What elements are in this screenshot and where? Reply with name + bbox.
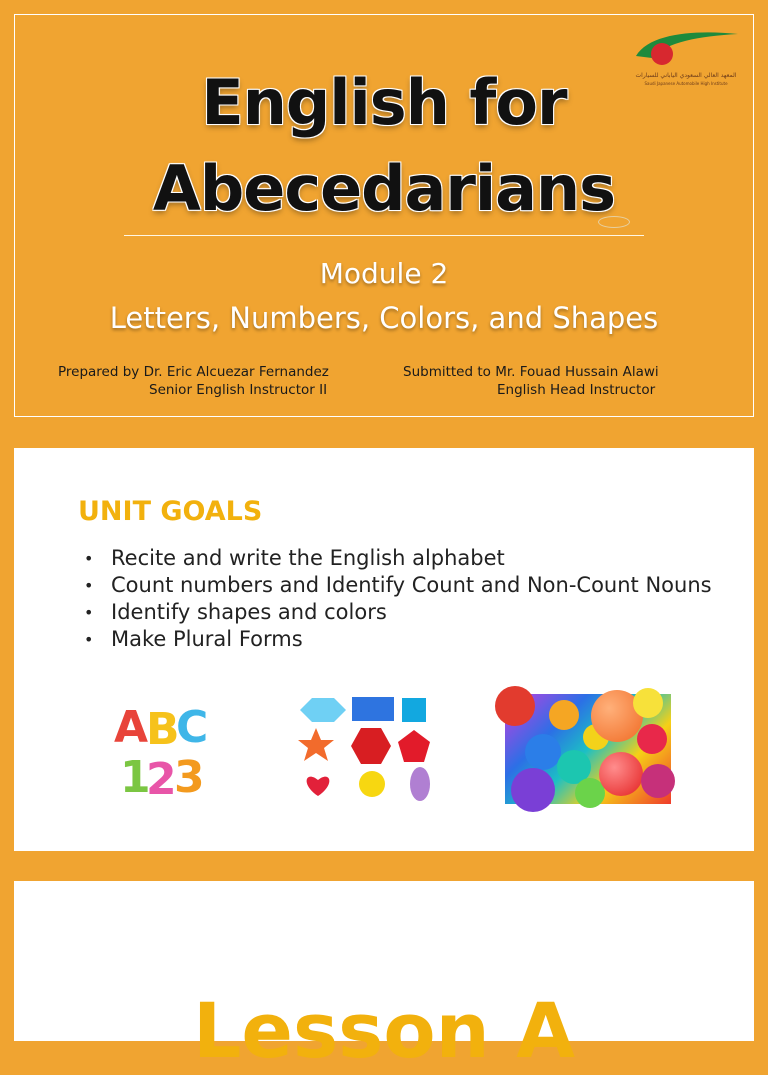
module-number: Module 2 <box>319 257 449 290</box>
svg-text:A: A <box>114 702 149 753</box>
bullet-icon: • <box>84 630 94 649</box>
submitted-role: English Head Instructor <box>497 382 656 398</box>
logo-arabic-text: المعهد العالي السعودي الياباني للسيارات <box>635 72 737 79</box>
title-divider <box>124 235 644 236</box>
abc-123-picture <box>110 698 210 805</box>
colorful-balls-picture <box>505 694 671 804</box>
abc-123-illustration <box>110 698 210 805</box>
prepared-by: Prepared by Dr. Eric Alcuezar Fernandez <box>58 364 329 380</box>
ball <box>599 752 643 796</box>
small-oval-stamp <box>598 216 630 228</box>
lesson-title: Lesson A <box>192 986 576 1075</box>
ball <box>633 688 663 718</box>
colored-shapes-illustration <box>296 694 432 804</box>
main-title-line-2: Abecedarians <box>152 152 616 225</box>
goal-text: Recite and write the English alphabet <box>111 546 505 570</box>
institute-logo-mark <box>630 28 742 72</box>
ball <box>637 724 667 754</box>
lesson-slide <box>14 881 754 1075</box>
goal-text: Make Plural Forms <box>111 627 303 651</box>
goal-item <box>84 599 724 626</box>
bullet-icon: • <box>84 603 94 622</box>
ball <box>549 700 579 730</box>
goal-item <box>84 572 724 599</box>
svg-text:2: 2 <box>146 754 177 805</box>
logo-english-text: Saudi Japanese Automobile High Institute <box>644 81 728 86</box>
ball <box>525 734 561 770</box>
goal-item <box>84 545 724 572</box>
ball <box>511 768 555 812</box>
goal-item <box>84 626 724 653</box>
unit-goals-heading: UNIT GOALS <box>78 496 263 527</box>
svg-text:1: 1 <box>120 752 151 803</box>
module-topic: Letters, Numbers, Colors, and Shapes <box>109 301 659 335</box>
svg-text:C: C <box>176 702 209 753</box>
title-slide <box>0 0 768 433</box>
submitted-to: Submitted to Mr. Fouad Hussain Alawi <box>403 364 659 380</box>
prepared-role: Senior English Instructor II <box>149 382 328 398</box>
svg-text:B: B <box>146 704 180 755</box>
ball <box>495 686 535 726</box>
bullet-icon: • <box>84 549 94 568</box>
main-title-line-1: English for <box>201 66 567 139</box>
bullet-icon: • <box>84 576 94 595</box>
goal-text: Count numbers and Identify Count and Non-Count Nouns <box>111 573 712 597</box>
unit-goals-slide <box>14 448 754 851</box>
svg-text:3: 3 <box>174 752 205 803</box>
goal-text: Identify shapes and colors <box>111 600 387 624</box>
ball <box>641 764 675 798</box>
goal-list <box>84 545 724 653</box>
shapes-picture <box>296 694 432 804</box>
